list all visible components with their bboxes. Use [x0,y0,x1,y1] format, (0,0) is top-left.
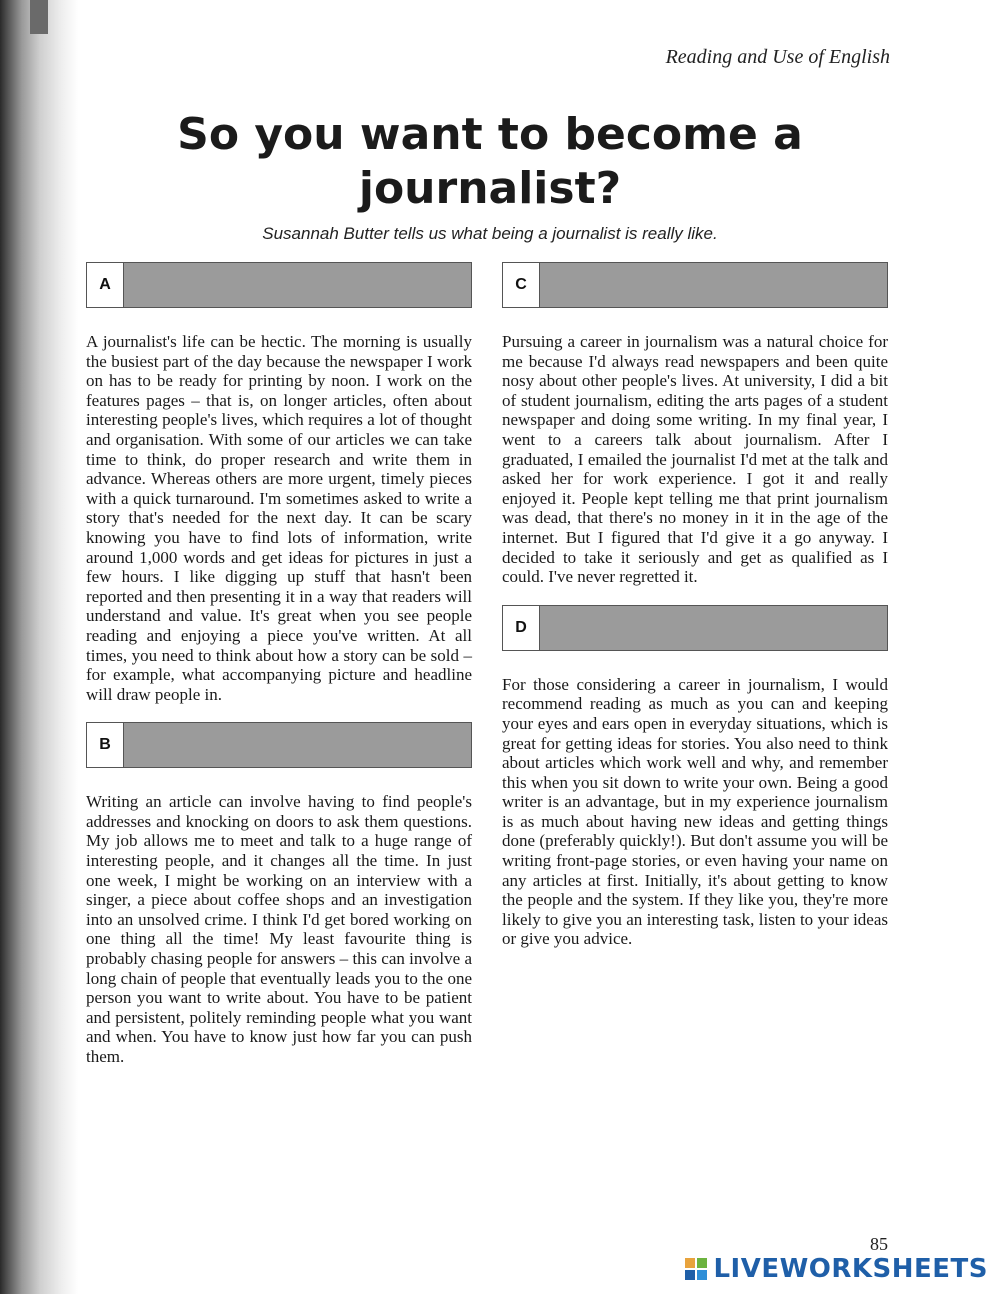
liveworksheets-logo-icon [685,1258,707,1280]
liveworksheets-watermark [685,1254,988,1284]
section-a-heading [86,262,472,308]
running-head: Reading and Use of English [665,46,890,68]
section-a-text: A journalist's life can be hectic. The morning is usually the busiest part of the day because the newspaper I work on has to be ready for printing by noon. I work on the features pages – that is, on longer articles, often about interesting people's lives, which requires a lot of thought and organisation. With some of our articles we can take time to think, do proper research and write them in advance. Whereas others are more urgent, timely pieces with a quick turnaround. I'm sometimes asked to write a story that's needed for the next day. It can be scary knowing you have to find lots of information, write around 1,000 words and get ideas for pictures in just a few hours. I like digging up stuff that hasn't been reported and then presenting it in a way that readers will understand and value. It's great when you see people reading and enjoying a piece you've written. At all times, you need to think about how a story can be sold – for example, what accompanying picture and headline will draw people in. [86,332,472,704]
right-column [502,262,888,967]
left-column [86,262,472,1085]
section-c-heading-blank[interactable] [540,263,887,307]
section-a-heading-blank[interactable] [124,263,471,307]
section-c-heading [502,262,888,308]
book-spine-shadow [0,0,78,1294]
section-b-heading [86,722,472,768]
spine-notch [30,0,48,34]
section-c-text: Pursuing a career in journalism was a natural choice for me because I'd always read newspapers and been quite nosy about other people's lives. At university, I did a bit of student journalism, editing the arts pages of a student newspaper and doing some writing. In my final year, I went to a careers talk about journalism. After I graduated, I emailed the journalist I'd met at the talk and asked her for work experience. I got it and really enjoyed it. People kept telling me that print journalism was dead, that there's no money in it in the age of the internet. But I figured that I'd give it a go anyway. I decided to take it seriously and get as qualified as I could. I've never regretted it. [502,332,888,587]
section-b-text: Writing an article can involve having to find people's addresses and knocking on doors to ask them questions. My job allows me to meet and talk to a huge range of interesting people, and it changes all the time. In just one week, I might be working on an interview with a singer, a piece about coffee shops and an investigation into an unsolved crime. I think I'd get bored working on one thing all the time! My least favourite thing is probably chasing people for answers – this can involve a long chain of people that eventually leads you to the one person you want to write about. You have to be patient and persistent, politely reminding people what you want and when. You have to know just how far you can push them. [86,792,472,1066]
section-d-heading-blank[interactable] [540,606,887,650]
subtitle: Susannah Butter tells us what being a journalist is really like. [262,224,718,243]
section-d-text: For those considering a career in journalism, I would recommend reading as much as you can and keeping your eyes and ears open in everyday situations, which is great for getting ideas for stories. You also need to think about articles which work well and why, and remember this when you sit down to write your own. Being a good writer is an advantage, but in my experience journalism is as much about having new ideas and getting things done (preferably quickly!). But don't assume you will be writing front-page stories, or even having your name on any articles at first. Initially, it's about getting to know the people and the system. If they like you, they're more likely to give you an interesting task, listen to your ideas or give you advice. [502,674,888,949]
section-a-letter: A [87,263,124,307]
page-title: So you want to become a journalist? [177,109,803,214]
section-c-letter: C [503,263,540,307]
watermark-text: LIVEWORKSHEETS [713,1254,988,1284]
section-b-letter: B [87,723,124,767]
page-number: 85 [870,1234,888,1254]
section-b-heading-blank[interactable] [124,723,471,767]
section-d-heading [502,605,888,651]
section-d-letter: D [503,606,540,650]
